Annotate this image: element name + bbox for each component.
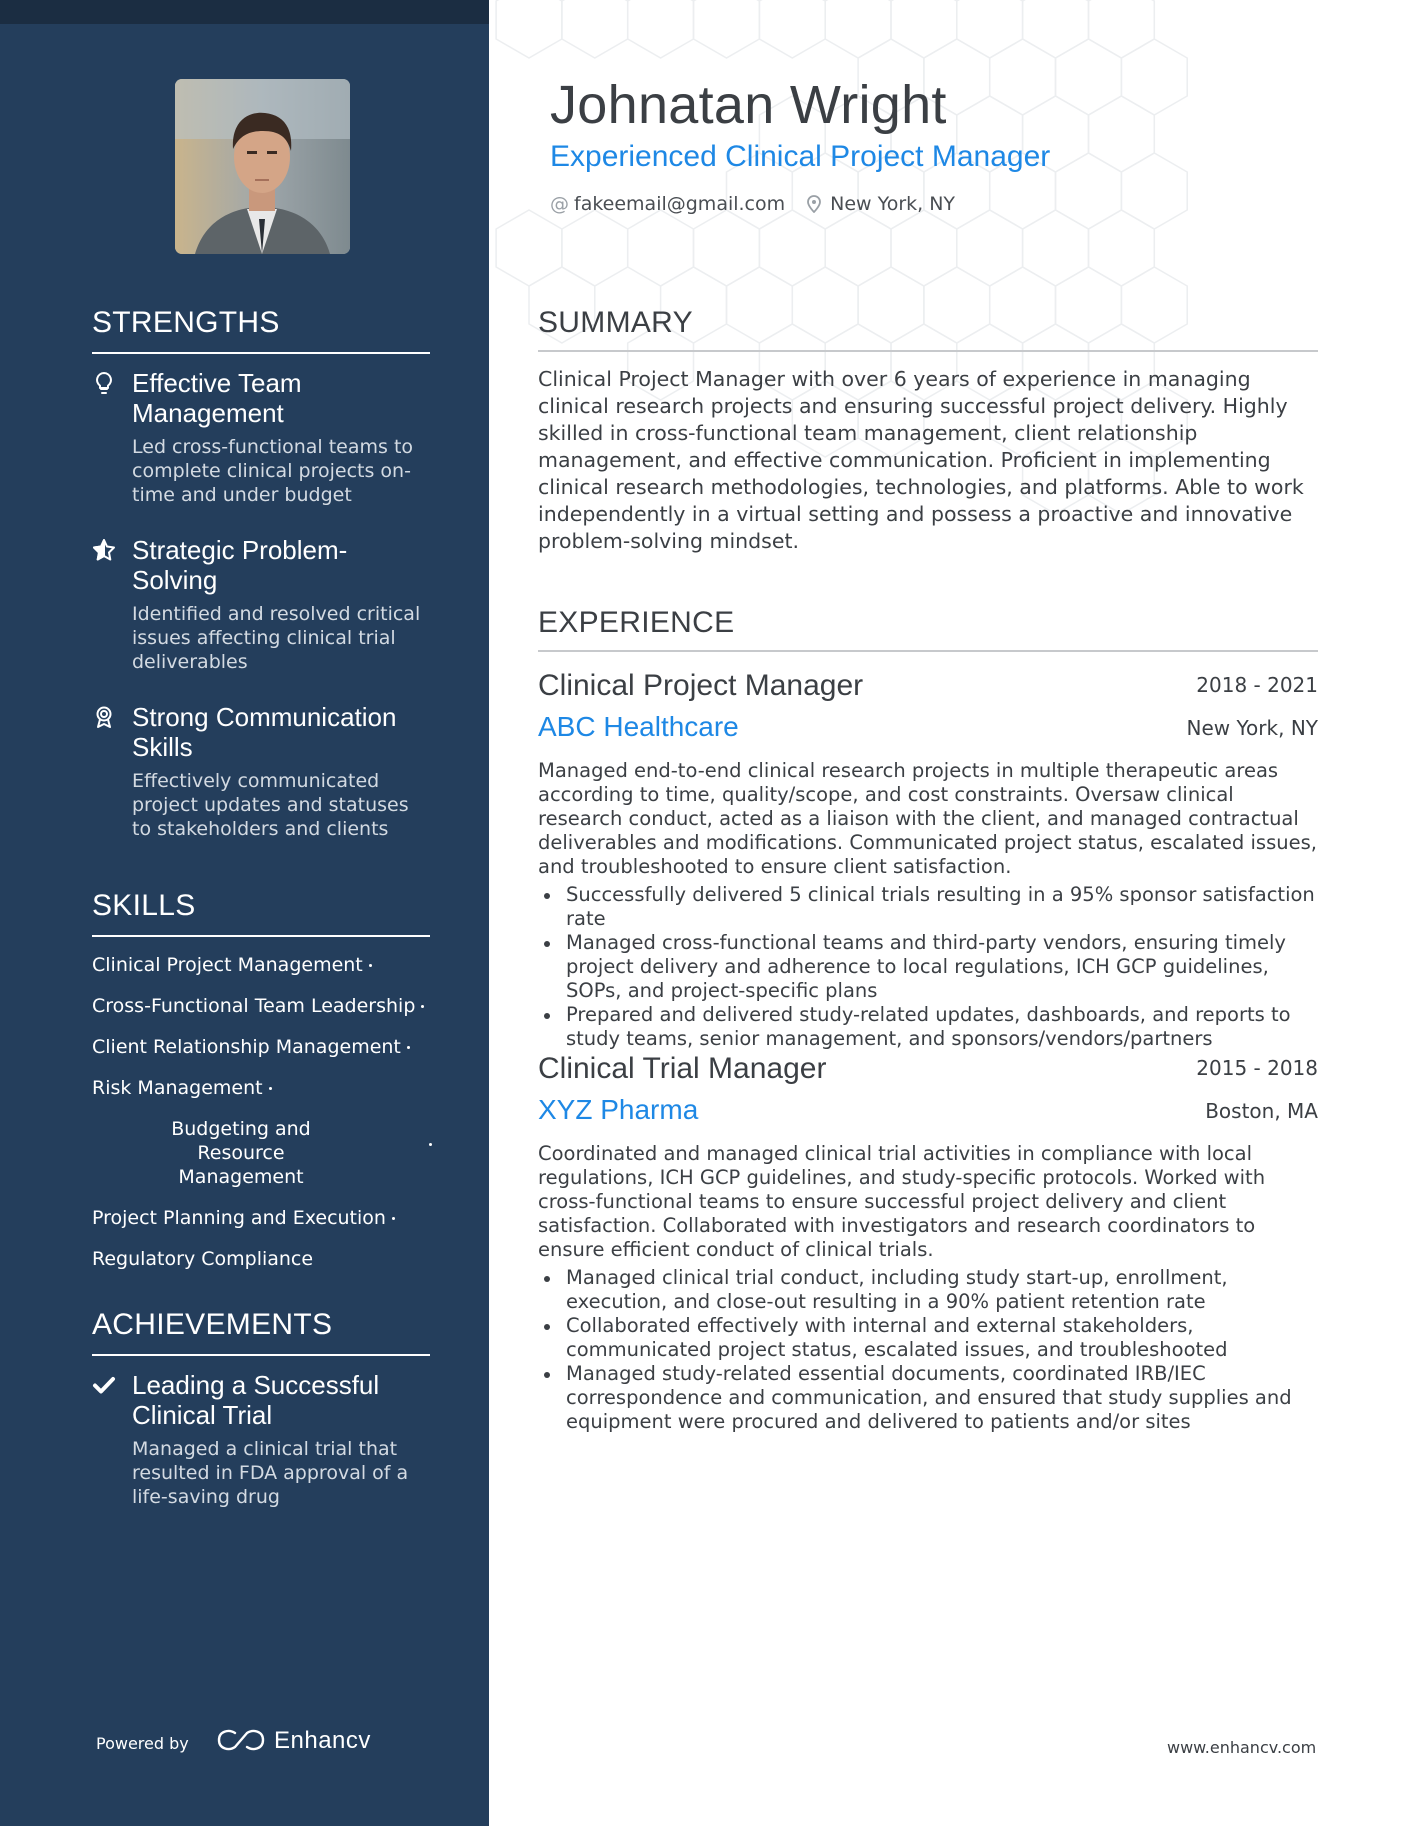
hexagon-shape (1089, 96, 1155, 172)
hexagon-shape (496, 0, 562, 58)
summary-heading: SUMMARY (538, 306, 1318, 352)
job-dates: 2018 - 2021 (1196, 673, 1318, 697)
job-location: Boston, MA (1205, 1099, 1318, 1123)
job-title: Clinical Project Manager (538, 669, 864, 702)
hexagon-shape (891, 0, 957, 58)
hexagon-shape (1023, 210, 1089, 286)
achievements-section (92, 1308, 430, 1509)
hexagon-shape (1023, 0, 1089, 58)
hexagon-shape (496, 210, 562, 286)
sidebar-top-bar (0, 0, 489, 24)
skill-item: Clinical Project Management (92, 947, 430, 988)
strength-description: Led cross-functional teams to complete clinical projects on-time and under budget (132, 436, 414, 506)
achievement-description: Managed a clinical trial that resulted in FDA approval of a life-saving drug (132, 1438, 409, 1508)
candidate-name: Johnatan Wright (550, 75, 947, 135)
experience-heading: EXPERIENCE (538, 606, 1318, 652)
strength-description: Effectively communicated project updates and statuses to stakeholders and clients (132, 770, 409, 840)
email-contact[interactable] (550, 193, 785, 215)
contact-line (550, 193, 977, 215)
hexagon-shape (825, 0, 891, 58)
strength-item (92, 535, 430, 674)
job-bullet: Managed study-related essential documents, coordinated IRB/IEC correspondence and communication, and ensured that study supplies and equipment were procured and delivered to patients and/or sites (538, 1362, 1318, 1434)
email-text[interactable]: fakeemail@gmail.com (574, 193, 786, 215)
job-description-block (538, 759, 1318, 1051)
hexagon-shape (825, 210, 891, 286)
hexagon-shape (891, 210, 957, 286)
job-description: Coordinated and managed clinical trial activities in compliance with local regulations, ICH GCP guidelines, and study-specific protocols. Worked with cross-functional teams to ensure successful project delivery and client satisfaction. Collaborated with investigators and research coordinators to ensure efficient conduct of clinical trials. (538, 1142, 1266, 1261)
enhancv-logo-icon[interactable] (215, 1727, 267, 1753)
hexagon-shape (562, 210, 628, 286)
skill-item: Project Planning and Execution (92, 1200, 430, 1241)
strength-item (92, 702, 430, 841)
enhancv-brand[interactable]: Enhancv (274, 1727, 371, 1754)
skill-item: Budgeting and Resource Management (92, 1111, 430, 1200)
hexagon-shape (759, 210, 825, 286)
summary-text: Clinical Project Manager with over 6 years of experience in managing clinical research projects and ensuring successful project delivery. Highly skilled in cross-functional team management, client relationship management, and effective communication. Proficient in implementing clinical research methodologies, technologies, and platforms. Able to work independently in a virtual setting and possess a proactive and innovative problem-solving mindset. (538, 367, 1304, 553)
job-location: New York, NY (1186, 716, 1318, 740)
job-bullet: Prepared and delivered study-related updates, dashboards, and reports to study teams, senior management, and sponsors/vendors/partners (538, 1003, 1318, 1051)
hexagon-shape (1121, 153, 1187, 229)
hexagon-shape (1121, 39, 1187, 115)
hexagon-shape (990, 39, 1056, 115)
powered-by-label: Powered by (96, 1734, 189, 1753)
hexagon-shape (1089, 210, 1155, 286)
at-icon: @ (550, 193, 569, 215)
skill-item: Cross-Functional Team Leadership (92, 988, 430, 1029)
hexagon-shape (562, 0, 628, 58)
hexagon-shape (628, 0, 694, 58)
candidate-role: Experienced Clinical Project Manager (550, 140, 1051, 173)
job-bullet-list (538, 1266, 1318, 1434)
strengths-heading: STRENGTHS (92, 306, 430, 354)
location-text: New York, NY (830, 193, 956, 215)
location-contact (807, 193, 955, 215)
summary-section (538, 306, 1318, 555)
skills-heading: SKILLS (92, 889, 430, 937)
job-bullet-list (538, 883, 1318, 1051)
hexagon-shape (957, 210, 1023, 286)
award-icon (92, 705, 116, 729)
achievements-heading: ACHIEVEMENTS (92, 1308, 430, 1356)
skill-item: Regulatory Compliance (92, 1248, 314, 1270)
job-bullet: Managed clinical trial conduct, including study start-up, enrollment, execution, and close-out resulting in a 90% patient retention rate (538, 1266, 1318, 1314)
skills-list (92, 947, 430, 1282)
job-description: Managed end-to-end clinical research projects in multiple therapeutic areas according to time, quality/scope, and cost constraints. Oversaw clinical research conduct, acted as a liaison with the client, and managed contractual deliverables and modifications. Communicated project status, escalated issues, and troubleshooted to ensure client satisfaction. (538, 759, 1317, 878)
sidebar (0, 0, 489, 1826)
strength-title: Effective Team Management (132, 368, 302, 428)
strength-description: Identified and resolved critical issues affecting clinical trial deliverables (132, 603, 421, 673)
strength-title: Strategic Problem-Solving (132, 535, 348, 595)
lightbulb-icon (92, 371, 116, 395)
job-company: XYZ Pharma (538, 1094, 699, 1125)
hexagon-shape (1056, 39, 1122, 115)
strength-title: Strong Communication Skills (132, 702, 397, 762)
hexagon-shape (957, 0, 1023, 58)
achievement-item (92, 1370, 430, 1509)
job-bullet: Collaborated effectively with internal and external stakeholders, communicated project status, escalated issues, and troubleshooted (538, 1314, 1318, 1362)
achievement-title: Leading a Successful Clinical Trial (132, 1370, 380, 1430)
hexagon-shape (1056, 153, 1122, 229)
star-icon (92, 538, 116, 562)
hexagon-shape (694, 210, 760, 286)
footer-url-link[interactable]: www.enhancv.com (1167, 1738, 1317, 1757)
profile-photo (175, 79, 350, 254)
job-bullet: Managed cross-functional teams and third-party vendors, ensuring timely project delivery and adherence to local regulations, ICH GCP guidelines, SOPs, and project-specific plans (538, 931, 1318, 1003)
job-bullet: Successfully delivered 5 clinical trials resulting in a 95% sponsor satisfaction rate (538, 883, 1318, 931)
hexagon-shape (1089, 0, 1155, 58)
check-icon (92, 1373, 116, 1397)
skill-item: Risk Management (92, 1070, 430, 1111)
skills-section (92, 889, 430, 1282)
hexagon-shape (628, 210, 694, 286)
skill-item: Client Relationship Management (92, 1029, 430, 1070)
job-title: Clinical Trial Manager (538, 1052, 827, 1085)
experience-section (538, 606, 1318, 652)
job-description-block (538, 1142, 1318, 1434)
hexagon-shape (694, 0, 760, 58)
job-dates: 2015 - 2018 (1196, 1056, 1318, 1080)
hexagon-shape (759, 0, 825, 58)
strengths-section (92, 306, 430, 841)
job-company: ABC Healthcare (538, 711, 739, 742)
strength-item (92, 368, 430, 507)
map-pin-icon (807, 195, 821, 213)
